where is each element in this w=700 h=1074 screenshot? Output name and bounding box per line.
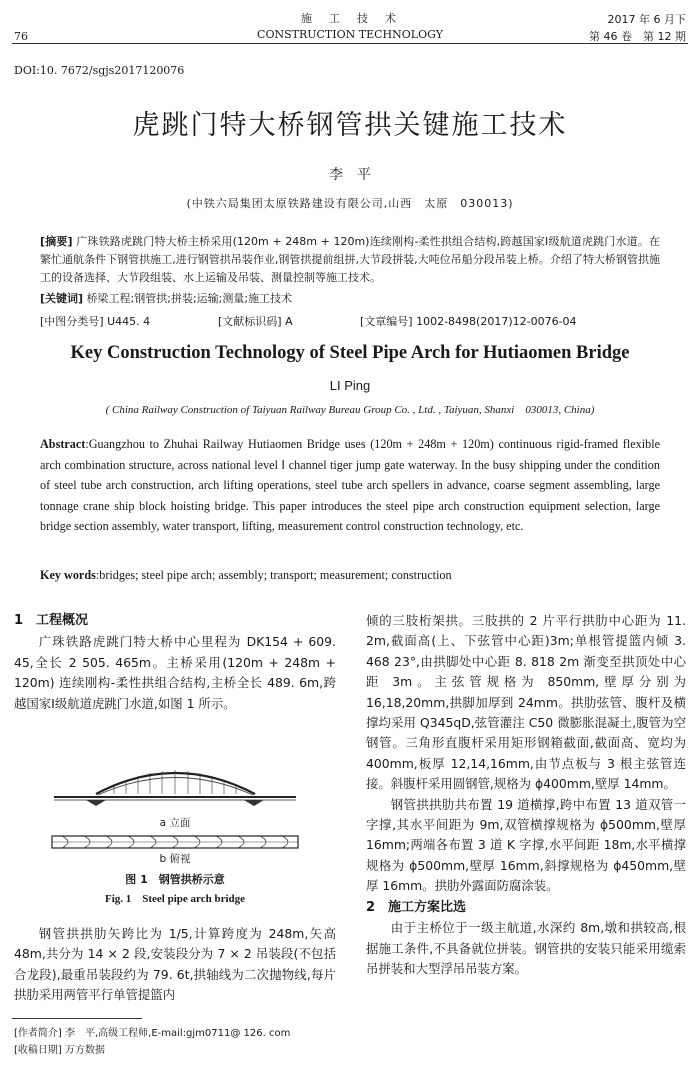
figure-1-caption-en: Fig. 1 Steel pipe arch bridge [104, 893, 246, 905]
keywords-cn [40, 290, 660, 306]
figure-1-caption-cn: 图 1 钢管拱桥示意 [125, 873, 225, 886]
section-2-paragraph: 由于主桥位于一级主航道,水深约 8m,墩和拱较高,根据施工条件,不具备就位拼装。钢管拱的安装只能采用缆索吊拼装和大型浮吊吊装方案。 [366, 920, 686, 976]
article-no-label: [文章编号] [360, 315, 413, 328]
doc-code-value: A [285, 315, 293, 328]
doi: DOI:10. 7672/sgjs2017120076 [14, 64, 185, 77]
abstract-cn-text: 广珠铁路虎跳门特大桥主桥采用(120m + 248m + 120m)连续刚构-柔性拱组合结构,跨越国家Ⅰ级航道虎跳门水道。在繁忙通航条件下钢管拱施工,进行钢管拱吊装作业,钢管拱提前组拼,大节段拼装,大吨位吊船分段吊装上桥。介绍了特大桥钢管拱施工的设备选择、大节段组装、水上运输及吊装、测量控制等施工技术。 [40, 235, 660, 284]
affiliation-cn: (中铁六局集团太原铁路建设有限公司,山西 太原 030013) [186, 197, 514, 210]
keywords-cn-label: [关键词] [40, 292, 84, 305]
clc-label: [中图分类号] [40, 315, 104, 328]
affiliation-en: ( China Railway Construction of Taiyuan Railway Bureau Group Co. , Ltd. , Taiyuan, Shanxi 030013, China) [105, 404, 595, 416]
header-rule [12, 43, 688, 44]
issue-volume: 第 46 卷 第 12 期 [589, 30, 686, 43]
abstract-en-text: :Guangzhou to Zhuhai Railway Hutiaomen Bridge uses (120m + 248m + 120m) continuous rigid-framed flexible arch combination structure, across national level Ⅰ channel tiger jump gate waterway. In the busy shipping under the condition of steel tube arch construction, arch lifting operations, steel tube arch spellers in advance, coarse segment assembling, large tonnage crane ship block hoisting bridge. This paper introduces the steel pipe arch construction equipment selection, large bridge section assembly, water transport, lifting, measurement control construction technology, etc. [40, 437, 660, 534]
page-number: 76 [14, 30, 28, 43]
author-intro: [作者简介] 李 平,高级工程师,E-mail:gjm0711@ 126. com [14, 1028, 291, 1039]
right-paragraph-2: 钢管拱拱肋共布置 19 道横撑,跨中布置 13 道双管一字撑,其水平间距为 9m,双管横撑规格为 ϕ500mm,壁厚 16mm;两端各布置 3 道 K 字撑,水平间距 18m,水平横撑规格为 ϕ500mm,壁厚 16mm,斜撑规格为 ϕ450mm,壁厚 16mm。拱肋外露面防腐涂装。 [366, 796, 686, 894]
plan-view [52, 836, 298, 848]
issue-date: 2017 年 6 月下 [607, 13, 686, 26]
abstract-en [40, 434, 660, 537]
figure-1-label-a: a 立面 [159, 817, 191, 829]
keywords-en-text: :bridges; steel pipe arch; assembly; transport; measurement; construction [95, 568, 452, 582]
journal-name-cn: 施 工 技 术 [301, 12, 399, 25]
author-cn: 李 平 [329, 167, 371, 183]
article-no-value: 1002-8498(2017)12-0076-04 [416, 315, 577, 328]
keywords-en-label: Key words [40, 568, 96, 582]
figure-1-label-b: b 俯视 [159, 853, 191, 865]
left-column-top [14, 611, 336, 714]
journal-name-en: CONSTRUCTION TECHNOLOGY [257, 28, 443, 41]
abstract-cn-label: [摘要] [40, 235, 73, 248]
keywords-en [40, 568, 660, 583]
abstract-cn [40, 233, 660, 287]
title-en: Key Construction Technology of Steel Pipe Arch for Hutiaomen Bridge [70, 343, 630, 363]
left-paragraph-2: 钢管拱拱肋矢跨比为 1/5,计算跨度为 248m,矢高 48m,共分为 14 × 2 段,安装段分为 7 × 2 吊装段(不包括合龙段),最重吊装段约为 79. 6t,拱轴线为二次抛物线,每片拱肋采用两管平行单管提篮内 [14, 926, 336, 1003]
section-1-paragraph: 广珠铁路虎跳门特大桥中心里程为 DK154 + 609. 45,全长 2 505. 465m。主桥采用(120m + 248m + 120m) 连续刚构-柔性拱组合结构,主桥全长 489. 6m,跨越国家Ⅰ级航道虎跳门水道,如图 1 所示。 [14, 634, 336, 711]
classification [40, 313, 660, 329]
keywords-cn-text: 桥梁工程;钢管拱;拼装;运输;测量;施工技术 [86, 292, 293, 305]
title-cn: 虎跳门特大桥钢管拱关键施工技术 [132, 110, 568, 141]
received-date: [收稿日期] 万方数据 [14, 1045, 105, 1056]
clc-value: U445. 4 [107, 315, 151, 328]
section-2-heading: 2 施工方案比选 [366, 899, 467, 915]
left-column-bottom [14, 924, 336, 1006]
footnote-rule [12, 1018, 142, 1019]
section-1-heading: 1 工程概况 [14, 613, 89, 628]
doc-code-label: [文献标识码] [218, 315, 282, 328]
elevation-view [54, 770, 296, 806]
right-column [366, 611, 686, 979]
author-en: LI Ping [329, 378, 371, 393]
right-paragraph-1: 倾的三肢桁架拱。三肢拱的 2 片平行拱肋中心距为 11. 2m,截面高(上、下弦管中心距)3m;单根管提篮内倾 3. 468 23°,由拱脚处中心距 8. 818 2m 渐变至拱顶处中心距 3m。主弦管规格为 850mm,壁厚分别为 16,18,20mm,拱脚加厚到 24mm。拱肋弦管、腹杆及横撑均采用 Q345qD,弦管灌注 C50 微膨胀混凝土,腹管为空钢管。三角形直腹杆采用矩形钢箱截面,截面高、宽均为 400mm,板厚 12,14,16mm,由节点板与 3 根主弦管连接。斜腹杆采用圆钢管,规格为 ϕ400mm,壁厚 14mm。 [366, 613, 686, 792]
abstract-en-label: Abstract [40, 437, 86, 451]
